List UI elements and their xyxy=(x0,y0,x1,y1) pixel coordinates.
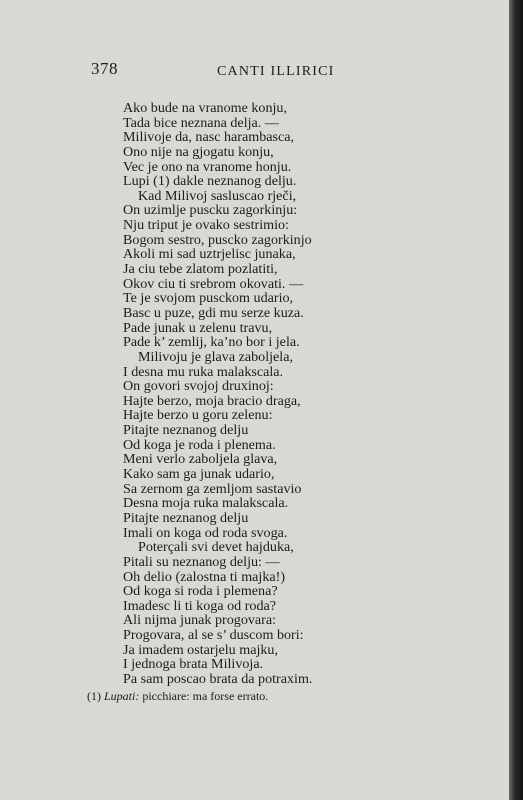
poem-line: Milivoju je glava zaboljela, xyxy=(138,348,293,365)
poem-text xyxy=(123,101,312,687)
poem-line: Hajte berzo, moja bracio draga, xyxy=(123,392,301,409)
poem-line: Vec je ono na vranome honju. xyxy=(123,158,292,175)
poem-line: Progovara, al se s’ duscom bori: xyxy=(123,627,304,644)
poem-line: Pitajte neznanog delju xyxy=(123,422,249,439)
poem-line: Ja ciu tebe zlatom pozlatiti, xyxy=(123,261,278,278)
poem-line: Basc u puze, gdi mu serze kuza. xyxy=(123,304,304,321)
poem-line: Pitali su neznanog delju: — xyxy=(123,553,280,570)
footnote xyxy=(87,689,268,704)
poem-line: Imadesc li ti koga od roda? xyxy=(123,597,277,614)
poem-line: Meni verlo zaboljela glava, xyxy=(123,451,278,468)
poem-line: Desna moja ruka malakscala. xyxy=(123,495,289,512)
poem-line: On govori svojoj druxinoj: xyxy=(123,378,274,395)
poem-line: Lupi (1) dakle neznanog delju. xyxy=(123,173,297,190)
running-title: CANTI ILLIRICI xyxy=(217,64,335,79)
poem-line: Sa zernom ga zemljom sastavio xyxy=(123,480,302,497)
poem-line: Hajte berzo u goru zelenu: xyxy=(123,407,273,424)
poem-line: Imali on koga od roda svoga. xyxy=(123,524,288,541)
poem-line: Okov ciu ti srebrom okovati. — xyxy=(123,275,304,292)
poem-line: Bogom sestro, puscko zagorkinjo xyxy=(123,231,312,248)
poem-line: Pade k’ zemlij, ka’no bor i jela. xyxy=(123,334,300,351)
poem-line: I jednoga brata Milivoja. xyxy=(123,656,264,673)
poem-line: Te je svojom pusckom udario, xyxy=(123,290,294,307)
poem-line: Kad Milivoj sasluscao rječi, xyxy=(138,187,297,204)
poem-line: Oh delio (zalostna ti majka!) xyxy=(123,568,286,585)
poem-line: Tada bice neznana delja. — xyxy=(123,114,279,131)
page-edge xyxy=(509,0,523,800)
poem-line: Od koga si roda i plemena? xyxy=(123,583,278,600)
poem-line: Pa sam poscao brata da potraxim. xyxy=(123,670,313,687)
poem-line: I desna mu ruka malakscala. xyxy=(123,363,284,380)
poem-line: Pitajte neznanog delju xyxy=(123,509,249,526)
poem-line: Od koga je roda i plenema. xyxy=(123,436,276,453)
poem-line: Poterçali svi devet hajduka, xyxy=(138,539,294,556)
poem-line: Ono nije na gjogatu konju, xyxy=(123,143,274,160)
footnote-text: picchiare: ma forse errato. xyxy=(142,689,269,703)
poem-line: Nju triput je ovako sestrimio: xyxy=(123,217,289,234)
poem-line: Milivoje da, nasc harambasca, xyxy=(123,129,295,146)
page-number: 378 xyxy=(91,59,118,78)
poem-line: Ali nijma junak progovara: xyxy=(123,612,277,629)
poem-line: Ako bude na vranome konju, xyxy=(123,100,287,116)
footnote-term: Lupati: xyxy=(104,689,140,703)
poem-line: Akoli mi sad uztrjelisc junaka, xyxy=(123,246,296,263)
poem-line: Pade junak u zelenu travu, xyxy=(123,319,273,336)
poem-line: Ja imadem ostarjelu majku, xyxy=(123,641,278,658)
footnote-marker: (1) xyxy=(87,689,101,703)
poem-line: Kako sam ga junak udario, xyxy=(123,466,275,483)
poem-line: On uzimlje puscku zagorkinju: xyxy=(123,202,298,219)
